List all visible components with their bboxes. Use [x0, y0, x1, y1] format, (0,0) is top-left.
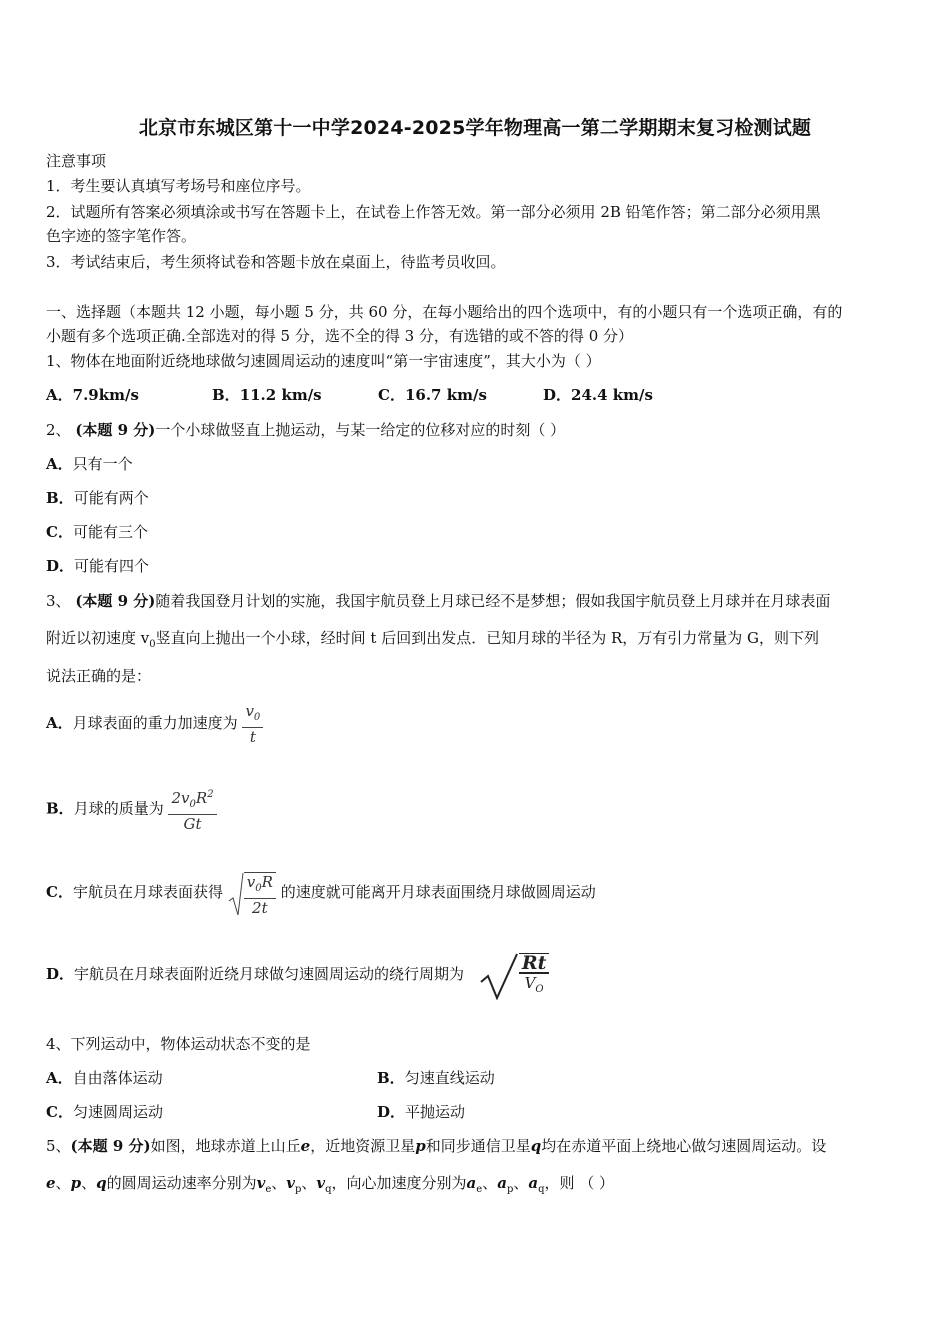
option-text: 可能有三个 — [72, 523, 148, 541]
score-tag: (本题 9 分) — [75, 592, 156, 610]
option-label: B． — [377, 1069, 405, 1087]
symbol-v: v — [256, 1174, 266, 1192]
q3-option-c[interactable] — [46, 868, 596, 917]
q1-option-b[interactable] — [212, 384, 322, 406]
question-5-stem-cont — [46, 1172, 614, 1201]
option-text: 匀速直线运动 — [404, 1069, 495, 1087]
symbol-q: q — [96, 1174, 107, 1192]
separator: 、 — [55, 1174, 71, 1192]
subscript: 0 — [255, 882, 262, 894]
denominator: V — [524, 973, 536, 992]
subscript: q — [538, 1184, 545, 1195]
denominator: 2t — [252, 898, 268, 917]
stem-text: 随着我国登月计划的实施，我国宇航员登上月球已经不是梦想；假如我国宇航员登上月球并在月球表面 — [155, 592, 831, 610]
option-label: B． — [46, 799, 74, 818]
stem-text: 如图，地球赤道上山丘 — [150, 1137, 301, 1155]
option-label: D． — [46, 965, 75, 983]
option-label: C． — [378, 386, 405, 404]
denominator: t — [249, 728, 256, 746]
option-label: C． — [46, 523, 73, 541]
symbol-v: v — [286, 1174, 295, 1192]
option-text: 宇航员在月球表面获得 — [72, 883, 223, 901]
option-label: B． — [46, 489, 74, 507]
page-title: 北京市东城区第十一中学2024-2025学年物理高一第二学期期末复习检测试题 — [138, 117, 812, 139]
separator: 、 — [482, 1174, 498, 1192]
option-text: 24.4 km/s — [571, 386, 653, 404]
section-heading-cont: 小题有多个选项正确.全部选对的得 5 分，选不全的得 3 分，有选错的或不答的得 0 分） — [46, 327, 634, 345]
symbol-q: q — [530, 1137, 542, 1155]
q2-option-c[interactable] — [46, 521, 148, 543]
separator: 、 — [513, 1174, 529, 1192]
option-label: A． — [46, 386, 73, 404]
q1-option-c[interactable] — [378, 384, 487, 406]
option-text: 自由落体运动 — [72, 1069, 163, 1087]
sqrt-formula — [479, 951, 550, 1000]
question-number: 5、 — [46, 1137, 71, 1155]
question-1-stem: 1、物体在地面附近绕地球做匀速圆周运动的速度叫“第一宇宙速度”，其大小为（ ） — [46, 352, 601, 370]
score-tag: (本题 9 分) — [75, 421, 156, 439]
symbol-p: p — [415, 1137, 426, 1155]
q2-option-d[interactable] — [46, 555, 149, 577]
question-3-stem — [46, 590, 830, 612]
q2-option-a[interactable] — [46, 453, 133, 475]
sqrt-sign-icon — [228, 871, 244, 917]
q4-option-a[interactable] — [46, 1067, 163, 1089]
subscript: O — [535, 983, 544, 995]
score-tag: (本题 9 分) — [70, 1137, 151, 1155]
option-text: 16.7 km/s — [404, 386, 487, 404]
subscript: 0 — [253, 712, 261, 723]
q4-option-c[interactable] — [46, 1101, 163, 1123]
fraction-formula — [242, 702, 263, 746]
separator: 、 — [271, 1174, 287, 1192]
q4-option-b[interactable] — [377, 1067, 495, 1089]
q3-option-a[interactable] — [46, 702, 263, 746]
numerator-tail: R — [261, 872, 273, 891]
option-label: A． — [46, 455, 73, 473]
option-text: 宇航员在月球表面附近绕月球做匀速圆周运动的绕行周期为 — [74, 965, 465, 983]
option-label: A． — [46, 714, 73, 732]
option-text: 7.9km/s — [72, 386, 139, 404]
stem-text: ，向心加速度分别为 — [331, 1174, 467, 1192]
symbol-a: a — [528, 1174, 539, 1192]
stem-text: 附近以初速度 v — [46, 629, 150, 647]
question-3-stem-cont: 说法正确的是： — [46, 667, 152, 685]
question-2-stem — [46, 419, 565, 441]
q3-option-b[interactable] — [46, 786, 217, 833]
section-heading: 一、选择题（本题共 12 小题，每小题 5 分，共 60 分，在每小题给出的四个选项中，有的小题只有一个选项正确，有的 — [46, 303, 843, 321]
numerator: 2v — [171, 789, 190, 807]
stem-text: 均在赤道平面上绕地心做匀速圆周运动。设 — [541, 1137, 827, 1155]
option-text: 可能有四个 — [74, 557, 150, 575]
question-5-stem — [46, 1135, 826, 1157]
q4-option-d[interactable] — [377, 1101, 465, 1123]
stem-text: ，近地资源卫星 — [310, 1137, 416, 1155]
stem-text: 竖直向上抛出一个小球，经时间 t 后回到出发点．已知月球的半径为 R，万有引力常量为 G，则下列 — [155, 629, 820, 647]
stem-text: 一个小球做竖直上抛运动，与某一给定的位移对应的时刻（ ） — [155, 421, 566, 439]
question-number: 2、 — [46, 421, 76, 439]
symbol-a: a — [497, 1174, 507, 1192]
numerator: v — [246, 872, 256, 891]
superscript: 2 — [207, 789, 214, 800]
notice-item: 2．试题所有答案必须填涂或书写在答题卡上，在试卷上作答无效。第一部分必须用 2B 铅笔作答；第二部分必须用黑 — [46, 203, 821, 221]
stem-text: ，则 （ ） — [544, 1174, 615, 1192]
symbol-v: v — [316, 1174, 326, 1192]
option-label: C． — [46, 883, 73, 901]
question-3-stem-cont — [46, 627, 819, 656]
symbol-e: e — [300, 1137, 311, 1155]
sqrt-formula — [228, 869, 276, 917]
question-4-stem: 4、下列运动中，物体运动状态不变的是 — [46, 1035, 311, 1053]
stem-text: 的圆周运动速率分别为 — [106, 1174, 257, 1192]
q2-option-b[interactable] — [46, 487, 149, 509]
q1-option-d[interactable] — [543, 384, 653, 406]
option-text: 月球的质量为 — [73, 799, 164, 818]
symbol-e: e — [46, 1174, 56, 1192]
option-text: 平抛运动 — [405, 1103, 466, 1121]
option-label: C． — [46, 1103, 73, 1121]
q3-option-d[interactable] — [46, 950, 549, 1000]
option-label: D． — [377, 1103, 406, 1121]
option-label: D． — [543, 386, 572, 404]
numerator: Rt — [521, 951, 547, 974]
numerator-tail: R — [195, 789, 208, 807]
option-text: 匀速圆周运动 — [72, 1103, 163, 1121]
option-text: 11.2 km/s — [239, 386, 322, 404]
separator: 、 — [81, 1174, 97, 1192]
subscript: p — [506, 1184, 514, 1195]
sqrt-sign-icon — [479, 952, 519, 1000]
option-text: 月球表面的重力加速度为 — [72, 714, 238, 732]
separator: 、 — [301, 1174, 317, 1192]
symbol-p: p — [70, 1174, 82, 1192]
notice-item: 3．考试结束后，考生须将试卷和答题卡放在桌面上，待监考员收回。 — [46, 253, 506, 271]
option-text: 只有一个 — [72, 455, 133, 473]
option-text: 的速度就可能离开月球表面围绕月球做圆周运动 — [280, 883, 596, 901]
numerator: v — [245, 702, 254, 720]
subscript: e — [476, 1184, 483, 1195]
subscript: e — [265, 1184, 272, 1195]
option-text: 可能有两个 — [73, 489, 149, 507]
subscript: 0 — [189, 799, 196, 810]
notice-item: 1．考生要认真填写考场号和座位序号。 — [46, 177, 311, 195]
symbol-a: a — [466, 1174, 477, 1192]
subscript: 0 — [149, 639, 156, 650]
fraction-formula — [168, 786, 216, 833]
question-number: 3、 — [46, 592, 76, 610]
subscript: p — [294, 1184, 302, 1195]
q1-option-a[interactable] — [46, 384, 139, 406]
notice-item: 色字迹的签字笔作答。 — [46, 227, 197, 245]
option-label: B． — [212, 386, 240, 404]
subscript: q — [325, 1184, 332, 1195]
option-label: A． — [46, 1069, 73, 1087]
option-label: D． — [46, 557, 75, 575]
stem-text: 和同步通信卫星 — [425, 1137, 531, 1155]
denominator: Gt — [183, 815, 202, 833]
notice-heading: 注意事项 — [46, 152, 107, 170]
